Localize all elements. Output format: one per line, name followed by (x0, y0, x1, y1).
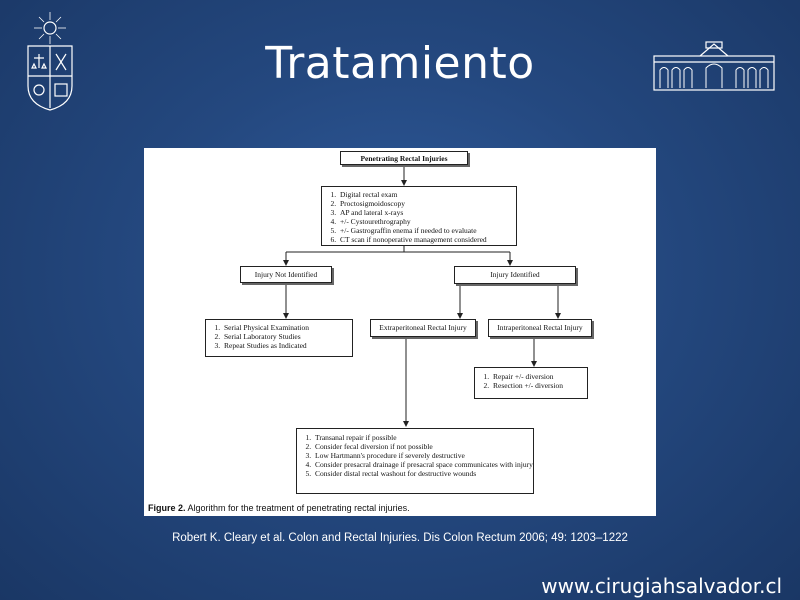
website-url: www.cirugiahsalvador.cl (541, 574, 782, 598)
slide-title: Tratamiento (265, 38, 535, 89)
workup-step: 5. +/- Gastrograffin enema if needed to evaluate (338, 226, 516, 235)
node-not-identified-label: Injury Not Identified (254, 270, 318, 279)
figure-caption-label: Figure 2. (148, 503, 186, 513)
workup-step: 6. CT scan if nonoperative management considered (338, 235, 516, 244)
node-injury-not-identified (240, 266, 332, 283)
extraperitoneal-step: 4. Consider presacral drainage if presacral space communicates with injury (313, 460, 533, 469)
workup-step: 3. AP and lateral x-rays (338, 208, 516, 217)
reference-citation: Robert K. Cleary et al. Colon and Rectal Injuries. Dis Colon Rectum 2006; 49: 1203–1222 (172, 532, 628, 544)
node-initial-workup (321, 186, 517, 246)
node-extraperitoneal-steps (296, 428, 534, 494)
extraperitoneal-step: 5. Consider distal rectal washout for destructive wounds (313, 469, 533, 478)
node-extraperitoneal-label: Extraperitoneal Rectal Injury (379, 323, 467, 332)
extraperitoneal-step: 1. Transanal repair if possible (313, 433, 533, 442)
extraperitoneal-step: 3. Low Hartmann's procedure if severely destructive (313, 451, 533, 460)
workup-step: 1. Digital rectal exam (338, 190, 516, 199)
node-not-identified-steps (205, 319, 353, 357)
figure-caption-text: Algorithm for the treatment of penetrating rectal injuries. (185, 503, 410, 513)
workup-step: 4. +/- Cystourethrography (338, 217, 516, 226)
node-identified-label: Injury Identified (490, 270, 540, 279)
algorithm-figure (144, 148, 656, 516)
observation-step: 2. Serial Laboratory Studies (222, 332, 352, 341)
node-extraperitoneal-injury (370, 319, 476, 337)
node-root-label: Penetrating Rectal Injuries (360, 154, 448, 163)
node-intraperitoneal-label: Intraperitoneal Rectal Injury (497, 323, 583, 332)
node-penetrating-rectal-injuries (340, 151, 468, 165)
extraperitoneal-step: 2. Consider fecal diversion if not possible (313, 442, 533, 451)
figure-caption (148, 503, 410, 513)
intraperitoneal-step: 1. Repair +/- diversion (491, 372, 587, 381)
workup-step: 2. Proctosigmoidoscopy (338, 199, 516, 208)
node-injury-identified (454, 266, 576, 284)
observation-step: 1. Serial Physical Examination (222, 323, 352, 332)
observation-step: 3. Repeat Studies as Indicated (222, 341, 352, 350)
node-intraperitoneal-injury (488, 319, 592, 337)
node-intraperitoneal-steps (474, 367, 588, 399)
intraperitoneal-step: 2. Resection +/- diversion (491, 381, 587, 390)
